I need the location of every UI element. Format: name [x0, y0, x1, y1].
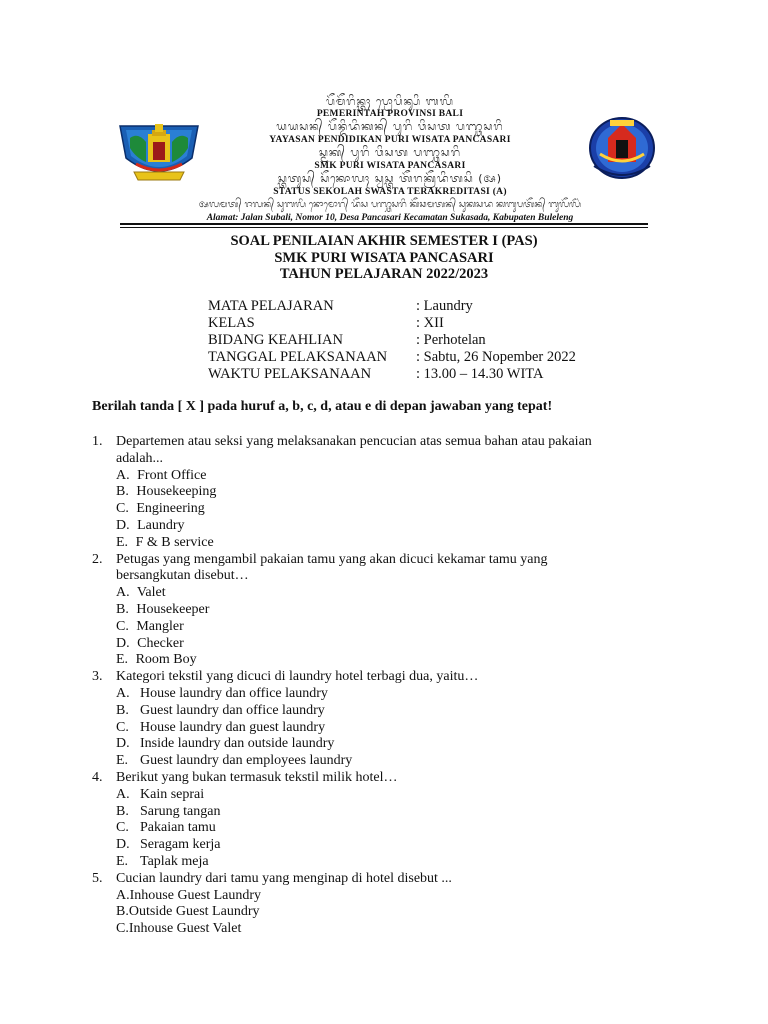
- info-value: : XII: [416, 315, 444, 331]
- info-key: KELAS: [208, 315, 255, 331]
- question-text: bersangkutan disebut…: [116, 568, 249, 584]
- answer-option[interactable]: [116, 753, 692, 770]
- option-text: F & B service: [135, 534, 214, 550]
- answer-option[interactable]: [116, 501, 692, 518]
- option-letter: B.: [116, 484, 129, 500]
- answer-option[interactable]: [116, 820, 692, 837]
- balinese-script-line: ᬲ᭄ᬫᬓ᭄ ᬧᬸᬭᬶ ᬯᬶᬲᬢ ᬧᬜ᭄ᬘᬲᬭᬶ: [318, 146, 462, 159]
- info-key: TANGGAL PELAKSANAAN: [208, 349, 388, 365]
- question-text: Cucian laundry dari tamu yang menginap di hotel disebut ...: [116, 870, 452, 886]
- question-number: 4.: [92, 769, 103, 785]
- balinese-script-line: ᬧᭂᬫᭂᬭᬶᬦ᭄ᬢᬄ ᬧ᭄ᬭᭀᬧᬶᬦ᭄ᬲᬶ ᬩᬮᬶ: [325, 95, 454, 108]
- question-number: 3.: [92, 669, 103, 685]
- info-value: : Sabtu, 26 Nopember 2022: [416, 349, 576, 365]
- question-number: 2.: [92, 551, 103, 567]
- answer-option[interactable]: [116, 888, 692, 905]
- answer-option[interactable]: [116, 837, 692, 854]
- option-letter: A.: [116, 467, 130, 483]
- info-row: [208, 349, 576, 366]
- balinese-script-line: ᬲ᭄ᬢᬢᬸᬲ᭄ ᬲᭂᬓᭀᬮᬄ ᬲ᭄ᬯᬲ᭄ᬢ ᬢᭂᬭᬓ᭄ᬭᭂᬤᬶᬢᬲᬶ (ᬅ): [278, 172, 502, 185]
- option-text: House laundry dan guest laundry: [140, 719, 326, 735]
- question-text: Departemen atau seksi yang melaksanakan pencucian atas semua bahan atau pakaian: [116, 434, 592, 449]
- answer-option[interactable]: [116, 854, 692, 871]
- answer-option[interactable]: [116, 736, 692, 753]
- letterhead-divider: [120, 223, 648, 225]
- letterhead: [120, 95, 660, 225]
- option-text: Housekeeping: [136, 484, 217, 500]
- option-text: Inside laundry dan outside laundry: [140, 736, 335, 752]
- option-text: House laundry dan office laundry: [140, 685, 328, 701]
- answer-option[interactable]: [116, 619, 692, 636]
- answer-option[interactable]: [116, 518, 692, 535]
- option-letter: B.: [116, 601, 129, 617]
- answer-option[interactable]: [116, 904, 692, 921]
- option-text: Seragam kerja: [140, 837, 221, 853]
- option-letter: A.: [116, 786, 130, 802]
- option-letter: C.: [116, 719, 129, 735]
- option-letter: D.: [116, 517, 130, 533]
- question-item: [92, 552, 692, 670]
- info-row: [208, 332, 576, 349]
- foundation-name: YAYASAN PENDIDIKAN PURI WISATA PANCASARI: [269, 135, 511, 145]
- question-item: [92, 669, 692, 770]
- option-letter: D.: [116, 635, 130, 651]
- exam-title-block: [0, 233, 768, 283]
- accreditation-status: STATUS SEKOLAH SWASTA TERAKREDITASI (A): [273, 187, 507, 197]
- government-name: PEMERINTAH PROVINSI BALI: [316, 109, 464, 119]
- answer-option[interactable]: [116, 484, 692, 501]
- answer-option[interactable]: [116, 686, 692, 703]
- answer-option[interactable]: [116, 602, 692, 619]
- info-row: [208, 366, 576, 383]
- info-key: MATA PELAJARAN: [208, 298, 334, 314]
- question-item: [92, 871, 692, 938]
- option-letter: B.: [116, 702, 129, 718]
- answer-option[interactable]: [116, 636, 692, 653]
- answer-option[interactable]: [116, 652, 692, 669]
- option-text: Room Boy: [135, 652, 197, 668]
- info-value: : Perhotelan: [416, 332, 486, 348]
- instruction-text: Berilah tanda [ X ] pada huruf a, b, c, d, atau e di depan jawaban yang tepat!: [92, 399, 553, 414]
- question-number: 5.: [92, 870, 103, 886]
- option-text: Guest laundry dan employees laundry: [140, 753, 353, 769]
- info-key: BIDANG KEAHLIAN: [208, 332, 343, 348]
- option-letter: A.: [116, 585, 130, 601]
- info-value: : Laundry: [416, 298, 473, 314]
- question-number: 1.: [92, 434, 103, 449]
- option-letter: E.: [116, 853, 129, 869]
- school-name: SMK PURI WISATA PANCASARI: [314, 161, 466, 171]
- option-text: Front Office: [137, 467, 207, 483]
- letterhead-divider-thin: [120, 227, 648, 228]
- option-text: Checker: [137, 635, 184, 651]
- option-text: Kain seprai: [140, 786, 205, 802]
- question-text: Petugas yang mengambil pakaian tamu yang akan dicuci kekamar tamu yang: [116, 551, 548, 567]
- exam-title: SOAL PENILAIAN AKHIR SEMESTER I (PAS): [230, 233, 538, 249]
- option-text: Mangler: [136, 618, 184, 634]
- option-letter: C.: [116, 820, 129, 836]
- balinese-script-line: ᬬᬬᬲᬦ᭄ ᬧᭂᬦ᭄ᬤᬶᬤᬶᬓᬦ᭄ ᬧᬸᬭᬶ ᬯᬶᬲᬢ ᬧᬜ᭄ᬘᬲᬭᬶ: [276, 120, 504, 133]
- option-text: Engineering: [136, 501, 205, 517]
- question-text: adalah...: [116, 450, 164, 466]
- option-letter: A.: [116, 685, 130, 701]
- answer-option[interactable]: [116, 787, 692, 804]
- option-letter: E.: [116, 534, 129, 550]
- question-text: Kategori tekstil yang dicuci di laundry hotel terbagi dua, yaitu…: [116, 669, 479, 685]
- option-text: Guest laundry dan office laundry: [140, 702, 325, 718]
- option-letter: D.: [116, 837, 130, 853]
- info-key: WAKTU PELAKSANAAN: [208, 366, 372, 382]
- answer-option[interactable]: [116, 921, 692, 938]
- exam-info-table: [208, 298, 576, 383]
- answer-option[interactable]: [116, 468, 692, 485]
- question-list: [92, 434, 692, 938]
- option-text: Pakaian tamu: [140, 820, 216, 836]
- option-text: Inhouse Guest Laundry: [129, 887, 262, 903]
- option-letter: C.: [116, 618, 129, 634]
- option-letter: C.: [116, 921, 129, 937]
- option-letter: B.: [116, 904, 129, 920]
- answer-option[interactable]: [116, 703, 692, 720]
- option-letter: A.: [116, 887, 130, 903]
- option-text: Outside Guest Laundry: [128, 904, 260, 920]
- option-text: Housekeeper: [136, 601, 210, 617]
- balinese-script-line: ᬅᬮᬫᬢ᭄ ᬚᬮᬦ᭄ ᬲᬸᬩᬮᬶ ᬦᭀᬫᭀᬭ᭄ ᬤᭂᬲ ᬧᬜ᭄ᬘᬲᬭᬶ ᬓᭂᬘᬫᬢᬦ᭄ ᬲᬸᬓᬲᬤ ᬓᬩᬸᬧᬢᭂᬦ᭄ ᬩᬸᬮᭂᬮᭂᬂ: [199, 200, 581, 210]
- option-letter: B.: [116, 803, 129, 819]
- option-text: Laundry: [137, 517, 185, 533]
- option-text: Valet: [136, 585, 166, 601]
- option-text: Taplak meja: [140, 853, 209, 869]
- answer-option[interactable]: [116, 720, 692, 737]
- exam-year: TAHUN PELAJARAN 2022/2023: [279, 266, 489, 282]
- option-text: Inhouse Guest Valet: [128, 921, 242, 937]
- option-letter: D.: [116, 736, 130, 752]
- answer-option[interactable]: [116, 535, 692, 552]
- exam-school: SMK PURI WISATA PANCASARI: [274, 249, 494, 266]
- info-value: : 13.00 – 14.30 WITA: [416, 366, 544, 382]
- question-item: [92, 434, 692, 552]
- answer-option[interactable]: [116, 804, 692, 821]
- info-row: [208, 315, 576, 332]
- option-letter: C.: [116, 501, 129, 517]
- option-letter: E.: [116, 753, 129, 769]
- answer-option[interactable]: [116, 585, 692, 602]
- option-text: Sarung tangan: [140, 803, 221, 819]
- question-text: Berikut yang bukan termasuk tekstil milik hotel…: [116, 769, 398, 785]
- question-item: [92, 770, 692, 871]
- option-letter: E.: [116, 652, 129, 668]
- school-address: Alamat: Jalan Subali, Nomor 10, Desa Pancasari Kecamatan Sukasada, Kabupaten Buleleng: [206, 213, 574, 223]
- info-row: [208, 298, 576, 315]
